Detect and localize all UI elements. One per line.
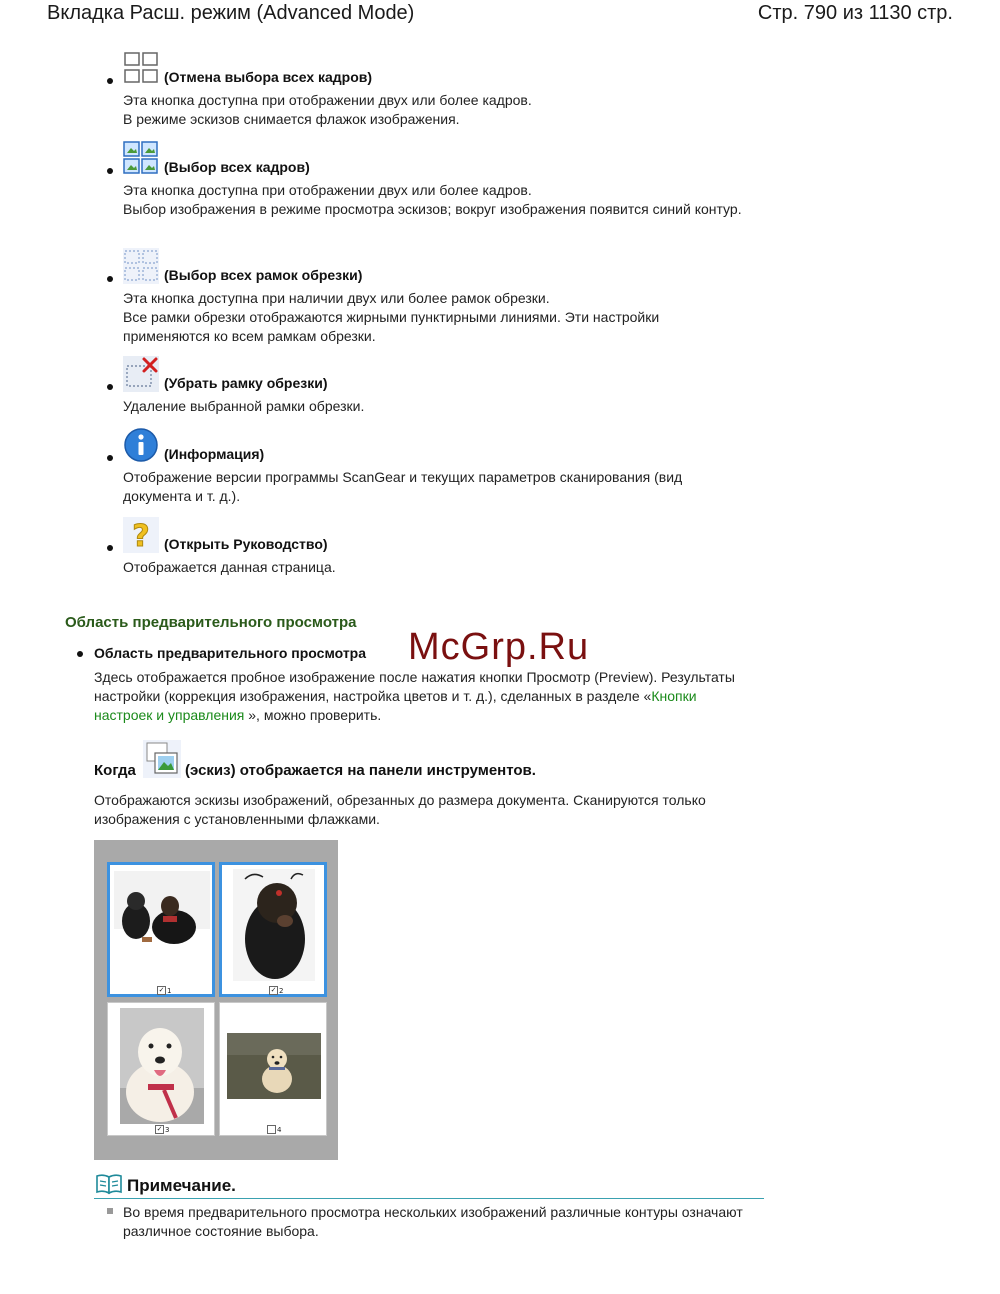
note-text: Во время предварительного просмотра нескольких изображений различные контуры означают различное состояние выбора. [123,1204,743,1239]
note-item [107,1203,747,1241]
list-item-select-all [107,134,747,219]
preview-area-screenshot [94,840,338,1160]
bullet [107,455,113,461]
note-header [94,1172,764,1199]
thumbnail-desc: Отображаются эскизы изображений, обрезанных до размера документа. Сканируются только изображения с установленными флажками. [94,792,706,827]
thumbnail-frame[interactable] [107,862,215,997]
bullet [107,78,113,84]
frame-checkbox[interactable]: ✓ [158,987,165,994]
dogs-photo [114,871,210,961]
watermark: McGrp.Ru [408,626,590,668]
svg-text:?: ? [132,519,150,553]
thumbnail-view-icon[interactable] [143,740,181,778]
book-icon [95,1173,123,1195]
bullet [107,545,113,551]
settings-buttons-link[interactable]: Кнопки настроек и управления [94,688,697,723]
list-item-select-all-crop [107,242,747,346]
frame-checkbox[interactable]: ✓ [156,1126,163,1133]
heading-before: Когда [94,762,136,779]
bullet [107,384,113,390]
note-title: Примечание. [127,1176,236,1195]
item-desc-line: Эта кнопка доступна при наличии двух или более рамок обрезки. [123,290,550,306]
preview-area-item [77,645,737,725]
square-bullet [107,1208,113,1214]
frame-number: 3 [165,1126,170,1134]
dog-photo [233,869,315,981]
help-icon[interactable] [123,517,159,553]
item-title: (Убрать рамку обрезки) [164,375,328,391]
item-title: Область предварительного просмотра [94,645,367,661]
frame-number: 4 [277,1126,282,1134]
item-desc [94,668,737,725]
item-desc-line: В режиме эскизов снимается флажок изображения. [123,111,460,127]
bullet [107,276,113,282]
section-title: Область предварительного просмотра [65,614,357,631]
item-title: (Выбор всех рамок обрезки) [164,267,363,283]
thumbnail-frame[interactable] [107,1002,215,1136]
select-all-frames-icon[interactable] [123,140,159,176]
frame-number: 1 [167,987,172,995]
remove-crop-frame-icon[interactable] [123,356,159,392]
page-counter: Стр. 790 из 1130 стр. [757,2,953,24]
list-item-info [107,421,747,506]
list-item-help [107,511,747,577]
item-desc-line: Выбор изображения в режиме просмотра эскизов; вокруг изображения появится синий контур. [123,201,742,217]
frame-checkbox[interactable] [267,1125,276,1134]
item-title: (Информация) [164,446,265,462]
desc-after: », можно проверить. [244,707,382,723]
header-title: Вкладка Расш. режим (Advanced Mode) [47,2,415,24]
dog-on-grass-photo [227,1033,321,1099]
item-title: (Отмена выбора всех кадров) [164,69,373,85]
thumbnail-frame[interactable] [219,862,327,997]
item-title: (Выбор всех кадров) [164,159,310,175]
item-desc-line: Отображается данная страница. [123,559,336,575]
select-all-crop-frames-icon[interactable] [123,248,159,284]
item-desc-line: Эта кнопка доступна при отображении двух или более кадров. [123,92,532,108]
list-item-deselect-all [107,44,747,129]
item-title: (Открыть Руководство) [164,536,328,552]
thumbnail-frame[interactable] [219,1002,327,1136]
frame-checkbox[interactable]: ✓ [270,987,277,994]
item-desc-line: Все рамки обрезки отображаются жирными пунктирными линиями. Эти настройки применяются ко всем рамкам обрезки. [123,309,660,344]
item-desc-line: Отображение версии программы ScanGear и текущих параметров сканирования (вид документа и т. д.). [123,469,683,504]
item-desc-line: Удаление выбранной рамки обрезки. [123,398,365,414]
heading-after: (эскиз) отображается на панели инструментов. [185,762,536,779]
desc-before: Здесь отображается пробное изображение после нажатия кнопки Просмотр (Preview). Результаты настройки (коррекция изображения, настройка цветов и т. д.), сделанных в разделе « [94,669,735,704]
item-desc-line: Эта кнопка доступна при отображении двух или более кадров. [123,182,532,198]
list-item-remove-crop [107,350,747,416]
bullet [107,168,113,174]
info-icon[interactable] [123,427,159,463]
bullet [77,651,83,657]
deselect-all-frames-icon[interactable] [123,50,159,86]
frame-number: 2 [279,987,284,995]
labrador-photo [120,1008,204,1124]
